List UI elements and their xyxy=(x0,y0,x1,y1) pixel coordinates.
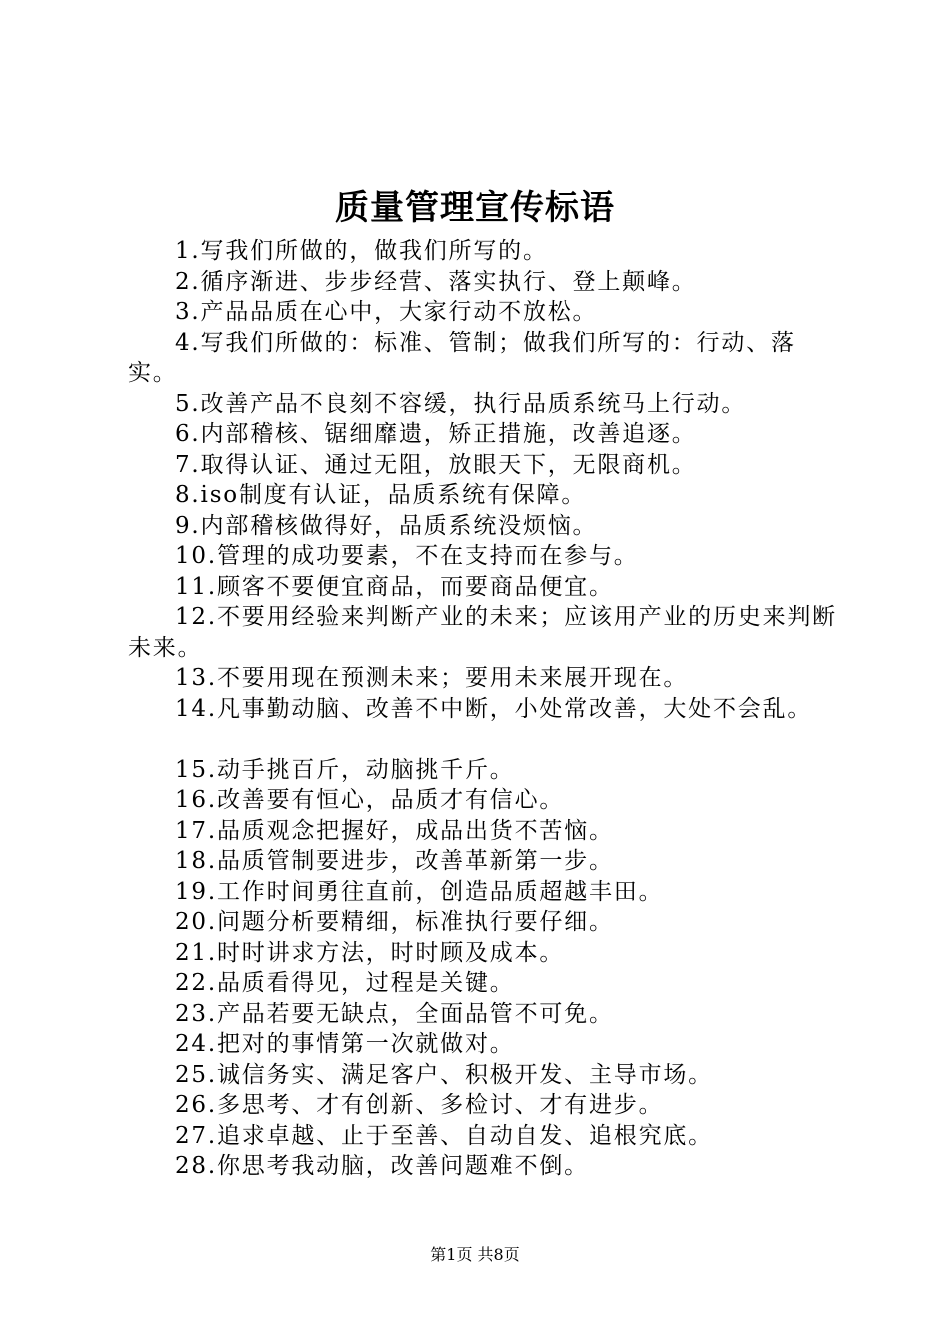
slogan-item: 27.追求卓越、止于至善、自动自发、追根究底。 xyxy=(175,1122,713,1149)
slogan-item: 28.你思考我动脑，改善问题难不倒。 xyxy=(175,1153,589,1179)
slogan-item: 21.时时讲求方法，时时顾及成本。 xyxy=(175,939,565,966)
slogan-item: 9.内部稽核做得好，品质系统没烦恼。 xyxy=(175,512,598,539)
slogan-item: 25.诚信务实、满足客户、积极开发、主导市场。 xyxy=(175,1061,713,1088)
page-number: 第1页 共8页 xyxy=(430,1245,520,1264)
paragraph-gap xyxy=(128,724,838,755)
document-title: 质量管理宣传标语 xyxy=(335,188,615,228)
slogan-item: 1.写我们所做的，做我们所写的。 xyxy=(175,238,548,264)
slogan-item: 18.品质管制要进步，改善革新第一步。 xyxy=(175,848,614,874)
slogan-item: 16.改善要有恒心，品质才有信心。 xyxy=(175,787,565,813)
slogan-item: 23.产品若要无缺点，全面品管不可免。 xyxy=(175,1000,614,1027)
slogan-item: 15.动手挑百斤，动脑挑千斤。 xyxy=(175,756,515,783)
slogan-item: 11.顾客不要便宜商品，而要商品便宜。 xyxy=(175,573,614,600)
slogan-item: 19.工作时间勇往直前，创造品质超越丰田。 xyxy=(175,878,664,905)
slogan-item: 24.把对的事情第一次就做对。 xyxy=(175,1031,515,1057)
slogan-item: 8.iso制度有认证，品质系统有保障。 xyxy=(175,482,587,508)
slogan-item: 6.内部稽核、锯细靡遗，矫正措施，改善追逐。 xyxy=(175,421,697,447)
slogan-item: 2.循序渐进、步步经营、落实执行、登上颠峰。 xyxy=(175,268,697,295)
slogan-item: 12.不要用经验来判断产业的未来；应该用产业的历史来判断未来。 xyxy=(128,604,837,661)
slogan-item: 3.产品品质在心中，大家行动不放松。 xyxy=(175,299,598,325)
slogan-item: 14.凡事勤动脑、改善不中断，小处常改善，大处不会乱。 xyxy=(175,695,813,722)
slogan-item: 17.品质观念把握好，成品出货不苦恼。 xyxy=(175,817,614,844)
slogan-item: 5.改善产品不良刻不容缓，执行品质系统马上行动。 xyxy=(175,390,747,417)
slogan-list xyxy=(128,236,838,1182)
slogan-item: 26.多思考、才有创新、多检讨、才有进步。 xyxy=(175,1092,664,1118)
slogan-item: 4.写我们所做的：标准、管制；做我们所写的：行动、落实。 xyxy=(128,329,796,386)
slogan-item: 22.品质看得见，过程是关键。 xyxy=(175,970,515,996)
slogan-item: 13.不要用现在预测未来；要用未来展开现在。 xyxy=(175,665,689,691)
slogan-item: 10.管理的成功要素，不在支持而在参与。 xyxy=(175,543,639,569)
slogan-item: 7.取得认证、通过无阻，放眼天下，无限商机。 xyxy=(175,451,697,478)
slogan-item: 20.问题分析要精细，标准执行要仔细。 xyxy=(175,909,614,935)
